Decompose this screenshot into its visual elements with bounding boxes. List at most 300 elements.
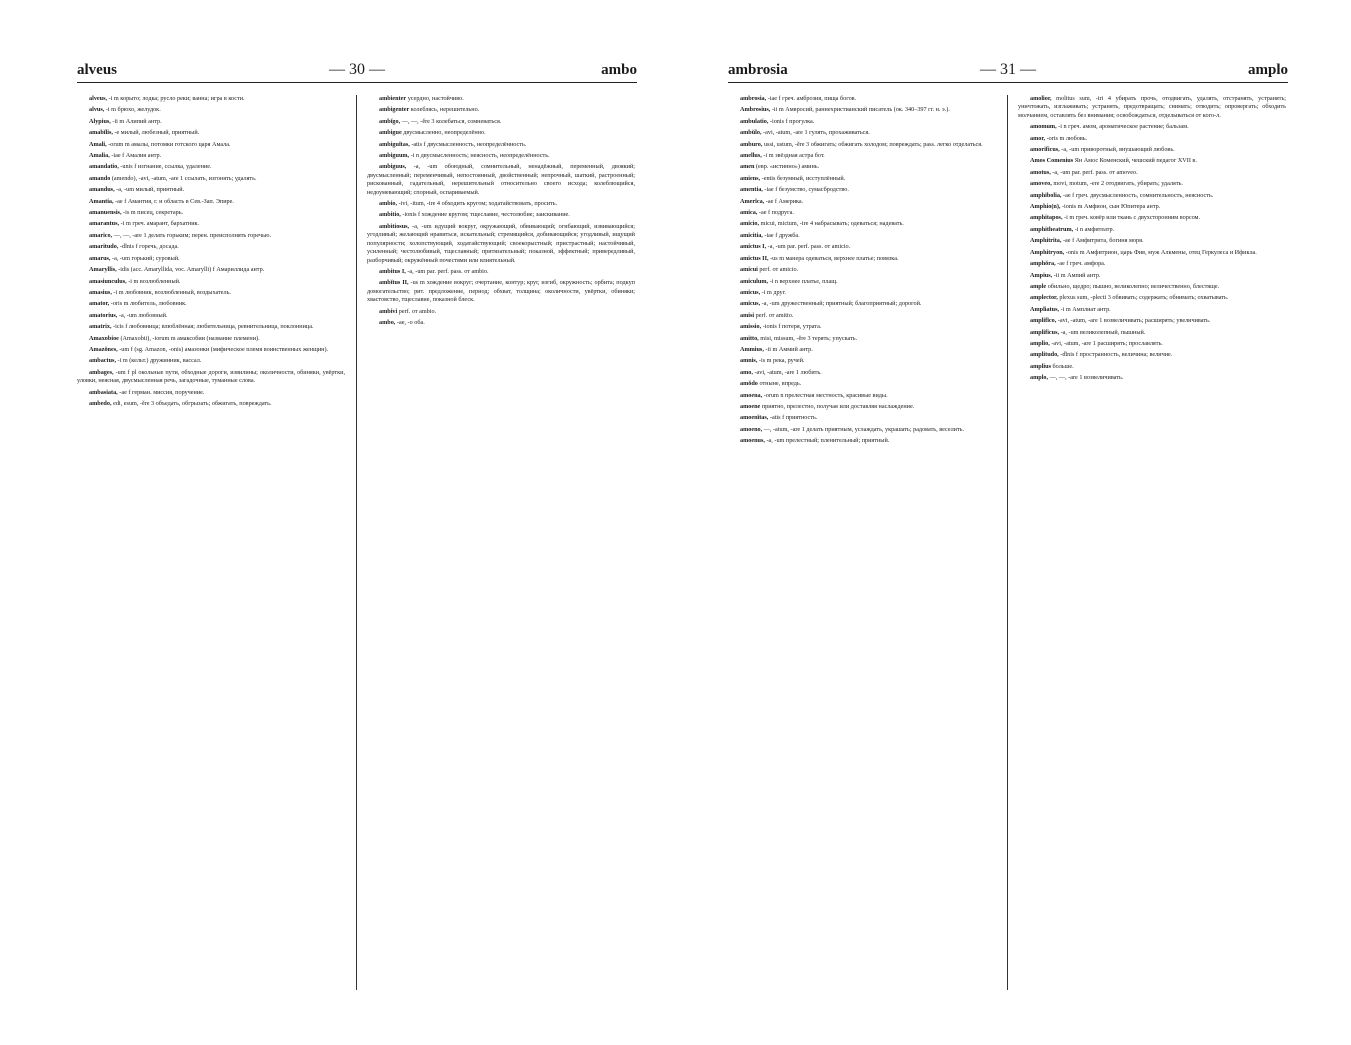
definition: -e милый, любезный, приятный. [112, 129, 200, 137]
dictionary-entry [1018, 203, 1286, 211]
headword: amplificus, [1030, 328, 1060, 336]
headword: ambienter [379, 95, 407, 102]
dictionary-entry [1018, 374, 1286, 382]
dictionary-entry [728, 403, 996, 411]
headword: ambactus, [89, 357, 116, 365]
headword: Ampius, [1030, 271, 1053, 279]
dictionary-entry [77, 209, 345, 217]
dictionary-entry [77, 346, 345, 354]
headword: ambulatio, [740, 117, 769, 125]
headword: amica, [740, 209, 758, 217]
definition: plexus sum, -plecti 3 обвивать; содержать; обнимать; охватывать. [1057, 294, 1229, 302]
headword: amphibolia, [1030, 191, 1062, 199]
definition: -ae f Америка. [764, 197, 804, 205]
definition: -i n амфитеатр. [1073, 225, 1115, 233]
headword: amicui [740, 266, 758, 274]
dictionary-entry [77, 129, 345, 137]
headword: amor, [1030, 134, 1046, 142]
dictionary-entry [1018, 95, 1286, 120]
dictionary-column-right [367, 95, 635, 995]
definition: -i m греч. амарант, бархатник. [119, 220, 200, 228]
headword: amasiunculus, [89, 277, 127, 285]
headword: amissio, [740, 323, 762, 331]
dictionary-entry [1018, 329, 1286, 337]
headword: amicio, [740, 220, 760, 228]
definition: -a, -um любовный. [117, 311, 168, 319]
definition: -icis f любовница; влюблённая; любительница, ревнительница, поклонница. [111, 323, 314, 331]
dictionary-entry [1018, 306, 1286, 314]
page-number: — 31 — [980, 61, 1036, 78]
headword: amictus II, [740, 254, 769, 262]
definition: -i m звёздная астра бот. [761, 152, 825, 160]
headword: Amaryllis, [89, 266, 117, 274]
headword: ambĭgo, [379, 117, 401, 125]
dictionary-entry [728, 414, 996, 422]
headword: Alypius, [89, 117, 111, 125]
dictionary-entry [728, 232, 996, 240]
dictionary-entry [367, 308, 635, 316]
headword: amoenus, [740, 437, 765, 445]
dictionary-entry [1018, 192, 1286, 200]
dictionary-entry [77, 106, 345, 114]
definition: -is m писец, секретарь. [121, 209, 184, 217]
definition: perf. от amitto. [754, 311, 794, 319]
headword: amotus, [1030, 168, 1051, 176]
definition: -ae f подруга. [757, 209, 794, 217]
definition: molitus sum, -iri 4 убирать прочь, отодвигать, удалять, отстранять, устранять; уничтожать, изглаживать; устранять, предотвращать; снимать; отводить; опровергать; обходить молчанием, оставлять без внимания; освобождаться, отделываться от кого-л. [1018, 95, 1286, 119]
definition: -a, -um дружественный; приятный; благоприятный; дорогой. [760, 300, 922, 308]
dictionary-entry [1018, 340, 1286, 348]
definition: -iae f Амалия антр. [109, 152, 162, 160]
headword: ambiguus, [379, 163, 407, 171]
dictionary-entry [77, 357, 345, 365]
headword: ambasiata, [89, 388, 118, 396]
dictionary-entry [728, 278, 996, 286]
headword: alvus, [89, 106, 105, 114]
headword: Amali, [89, 140, 107, 148]
definition: -dĭnis f пространность, величина; величие. [1058, 351, 1173, 359]
headword: Amphitryon, [1030, 248, 1065, 256]
headword: amphitapos, [1030, 214, 1063, 222]
dictionary-entry [728, 357, 996, 365]
headword: ample [1030, 282, 1047, 290]
definition: -idis (acc. Amaryllida, voc. Amarylli) f Амариллида антр. [116, 266, 265, 274]
definition: -avi, -atum, -are 1 любить. [752, 368, 822, 376]
dictionary-entry [728, 163, 996, 171]
dictionary-entry [1018, 237, 1286, 245]
dictionary-entry [728, 152, 996, 160]
definition: —, —, -ĕre 3 колебаться, сомневаться. [400, 117, 502, 125]
column-divider [356, 95, 357, 990]
dictionary-entry [367, 106, 635, 114]
dictionary-entry [728, 255, 996, 263]
dictionary-entry [77, 278, 345, 286]
definition: -a, -um великолепный, пышный. [1059, 328, 1146, 336]
dictionary-entry [728, 300, 996, 308]
headword: Amphitrita, [1030, 237, 1062, 245]
dictionary-entry [728, 426, 996, 434]
headword: Amalia, [89, 152, 110, 160]
headword: amomum, [1030, 123, 1057, 131]
definition: -ae, -o оба. [395, 318, 425, 326]
headword: Ampliatus, [1030, 305, 1060, 313]
headword: ambitio, [379, 211, 401, 219]
dictionary-entry [728, 209, 996, 217]
headword: amphitheatrum, [1030, 225, 1074, 233]
definition: отныне, впредь. [757, 380, 802, 388]
headword: amentia, [740, 186, 763, 194]
dictionary-entry [367, 268, 635, 276]
dictionary-entry [728, 106, 996, 114]
dictionary-entry [367, 129, 635, 137]
dictionary-entry [728, 198, 996, 206]
headword: ambitus I, [379, 267, 406, 275]
headword: amplius [1030, 362, 1051, 370]
dictionary-entry [77, 198, 345, 206]
definition: -entis безумный, исступлённый. [760, 174, 846, 182]
headword: amoeno, [740, 425, 763, 433]
definition: -ionis f прогулка. [768, 117, 815, 125]
headword: ambrosia, [740, 95, 767, 102]
definition: -ae f греч. двусмысленность, сомнительность, неясность. [1061, 191, 1214, 199]
dictionary-entry [1018, 226, 1286, 234]
definition: ussi, ustum, -ĕre 3 обжигать; обжигать холодом; повреждать; pass. легко отделаться. [762, 140, 983, 148]
headword: amiculum, [740, 277, 769, 285]
headword: Amos Comenius [1030, 157, 1074, 165]
definition: movi, motum, -ere 2 отодвигать, убирать; удалять. [1051, 180, 1183, 188]
dictionary-column-right [1018, 95, 1286, 995]
definition: приятно, прелестно, получая или доставляя наслаждение. [760, 402, 915, 410]
headword: Ammius, [740, 345, 764, 353]
headword: amplector, [1030, 294, 1058, 302]
header-right-guide-word: amplo [1247, 62, 1288, 78]
headword: ambo, [379, 318, 396, 326]
dictionary-entry [1018, 135, 1286, 143]
dictionary-entry [1018, 180, 1286, 188]
definition: -iae f греч. амброзия, пища богов. [766, 95, 857, 102]
definition: -ae f Амфитрита, богиня моря. [1061, 237, 1144, 245]
definition: -ii m Аммий антр. [763, 345, 813, 353]
definition: -i m друг. [760, 288, 786, 296]
headword: ambitiosus, [379, 222, 410, 230]
headword: amabĭlis, [89, 129, 113, 137]
dictionary-entry [1018, 169, 1286, 177]
headword: alveus, [89, 95, 108, 102]
definition: -is m река, ручей. [757, 357, 805, 365]
dictionary-entry [728, 266, 996, 274]
headword: amasius, [89, 288, 112, 296]
definition: -ae f греч. амфора. [1055, 260, 1106, 268]
dictionary-entry [728, 346, 996, 354]
headword: amoena, [740, 391, 763, 399]
headword: amphŏra, [1030, 260, 1056, 268]
dictionary-entry [77, 163, 345, 171]
headword: Amazŏnes, [89, 345, 118, 353]
definition: больше. [1050, 362, 1074, 370]
dictionary-entry [77, 141, 345, 149]
dictionary-entry [367, 152, 635, 160]
definition: -iae f дружба. [762, 231, 800, 239]
headword: amisi [740, 311, 755, 319]
running-header [728, 60, 1288, 83]
dictionary-entry [77, 323, 345, 331]
definition: -ae f герман. миссия, поручение. [117, 388, 205, 396]
dictionary-entry [728, 186, 996, 194]
page-number: — 30 — [329, 61, 385, 78]
definition: -i n верхнее платье, плащ. [768, 277, 838, 285]
headword: amicitia, [740, 231, 763, 239]
dictionary-entry [77, 255, 345, 263]
dictionary-column-left [728, 95, 996, 995]
definition: обильно, щедро; пышно, великолепно; величественно, блестяще. [1046, 282, 1220, 290]
definition: —, -atum, -are 1 делать приятным, услаждать, украшать; радовать, веселить. [762, 425, 965, 433]
definition: двусмысленно, неопределённо. [401, 129, 486, 137]
dictionary-entry [1018, 260, 1286, 268]
definition: -a, -um par. perf. pass. от amoveo. [1050, 168, 1138, 176]
definition: -dĭnis f горечь, досада. [118, 243, 179, 251]
headword: amicus, [740, 288, 761, 296]
headword: ambiguum, [379, 152, 410, 160]
dictionary-entry [77, 389, 345, 397]
headword: amplifĭco, [1030, 317, 1057, 325]
headword: amplio, [1030, 339, 1050, 347]
dictionary-entry [1018, 294, 1286, 302]
header-left-guide-word: ambrosia [728, 62, 788, 78]
headword: amoveo, [1030, 180, 1052, 188]
headword: Amaxobioe [89, 334, 119, 342]
definition: -a, -um идущий вокруг, окружающий, обвивающий; огибающий, извивающийся; угодливый; желающий нравиться, искательный; стремящийся, добивающийся; угодливый, ищущий популярности; холопствующий, ходатайствующий; своекорыстный; пристрастный; настойчивый, усиленный; честолюбивый, тщеславный; притязательный; показной, эффектный; привередливый, разборчивый; окружённый почестями или влиятельный. [367, 222, 635, 264]
definition: -orum m амалы, потомки готского царя Амала. [106, 140, 231, 148]
dictionary-entry [728, 118, 996, 126]
definition: -us m манера одеваться, верхнее платье; повязка. [768, 254, 899, 262]
headword: amatorius, [89, 311, 118, 319]
definition: (евр. «истинно») аминь. [754, 163, 820, 171]
headword: amarico, [89, 231, 113, 239]
headword: amandus, [89, 186, 115, 194]
headword: ambivi [379, 307, 398, 315]
definition: -i m греч. ковёр или ткань с двухсторонним ворсом. [1062, 214, 1201, 222]
dictionary-entry [77, 220, 345, 228]
definition: micui, mictum, -ire 4 набрасывать; одеваться; надевать. [759, 220, 904, 228]
definition: -ii m Ампий антр. [1052, 271, 1101, 279]
dictionary-entry [77, 335, 345, 343]
definition: -a, -um милый, приятный. [114, 186, 185, 194]
headword: amoenĭtas, [740, 414, 769, 422]
headword: amŏdo [740, 380, 758, 388]
header-left-guide-word: alveus [77, 62, 118, 78]
definition: (Amaxobii), -iorum m амаксобии (название племени). [118, 334, 260, 342]
definition: -a, -um приворотный, внушающий любовь. [1059, 146, 1175, 154]
dictionary-entry [77, 312, 345, 320]
dictionary-entry [728, 323, 996, 331]
headword: amarus, [89, 254, 111, 262]
dictionary-entry [728, 95, 996, 103]
definition: perf. от ambio. [397, 307, 437, 315]
headword: amplo, [1030, 374, 1049, 382]
definition: -avi, -atum, -are 1 возвеличивать; расширять; увеличивать. [1056, 317, 1211, 325]
dictionary-entry [728, 175, 996, 183]
dictionary-entry [728, 380, 996, 388]
definition: -avi, -atum, -are 1 гулять, прохаживаться. [761, 129, 870, 137]
definition: perf. от amicio. [757, 266, 799, 274]
dictionary-entry [77, 300, 345, 308]
dictionary-entry [728, 289, 996, 297]
dictionary-entry [1018, 123, 1286, 131]
headword: amorificus, [1030, 146, 1060, 154]
headword: amictus I, [740, 243, 767, 251]
headword: amandatio, [89, 163, 119, 171]
dictionary-entry [728, 369, 996, 377]
definition: -atis f двусмысленность, неопределённость. [409, 140, 527, 148]
definition: -i n греч. амом, ароматическое растение; бальзам. [1056, 123, 1189, 131]
definition: -onis m Амфитрион, царь Фив, муж Алкмены, отец Геркулеса и Ификла. [1064, 248, 1257, 256]
dictionary-entry [77, 289, 345, 297]
headword: amoene [740, 402, 761, 410]
dictionary-entry [367, 211, 635, 219]
headword: amanuensis, [89, 209, 122, 217]
headword: amitto, [740, 334, 759, 342]
definition: -avi, -atum, -are 1 расширять; прославлять. [1049, 339, 1163, 347]
headword: amo, [740, 368, 753, 376]
dictionary-entry [367, 223, 635, 265]
dictionary-entry [367, 163, 635, 197]
headword: ambigue [379, 129, 402, 137]
headword: amburo, [740, 140, 763, 148]
definition: —, —, -are 1 возвеличивать. [1048, 374, 1124, 382]
definition: Ян Амос Коменский, чешский педагог XVII в. [1073, 157, 1197, 165]
headword: Amphio(n), [1030, 203, 1061, 211]
headword: ambio, [379, 200, 398, 208]
dictionary-entry [77, 152, 345, 160]
headword: amicus, [740, 300, 761, 308]
dictionary-entry [1018, 283, 1286, 291]
dictionary-entry [367, 319, 635, 327]
dictionary-entry [1018, 351, 1286, 359]
dictionary-entry [728, 129, 996, 137]
dictionary-entry [77, 232, 345, 240]
headword: amator, [89, 300, 110, 308]
dictionary-entry [77, 400, 345, 408]
headword: amaritudo, [89, 243, 119, 251]
headword: ambages, [89, 368, 114, 376]
dictionary-entry [367, 279, 635, 304]
definition: -atis f приятность. [768, 414, 818, 422]
headword: amolior, [1030, 95, 1052, 102]
headword: Amantia, [89, 197, 114, 205]
dictionary-column-left [77, 95, 345, 995]
definition: -orum n прелестная местность, красивые виды. [762, 391, 888, 399]
headword: amnis, [740, 357, 758, 365]
dictionary-entry [728, 243, 996, 251]
definition: -ionis f потеря, утрата. [761, 323, 822, 331]
definition: -iae f безумство, сумасбродство. [762, 186, 849, 194]
definition: -i m Амплиат антр. [1059, 305, 1111, 313]
definition: —, —, -are 1 делать горьким; перен. преисполнять горечью. [112, 231, 272, 239]
definition: -a, -um горький; суровый. [110, 254, 180, 262]
dictionary-entry [728, 392, 996, 400]
dictionary-entry [728, 335, 996, 343]
dictionary-entry [1018, 146, 1286, 154]
headword: Ambrosius, [740, 106, 771, 114]
dictionary-entry [728, 437, 996, 445]
headword: amarantus, [89, 220, 120, 228]
definition: -oris m любитель, любовник. [109, 300, 187, 308]
definition: -i m корыто; лодка; русло реки; ванна; игра в кости. [107, 95, 245, 102]
dictionary-entry [367, 200, 635, 208]
definition: -a, -um прелестный; пленительный; приятный. [764, 437, 890, 445]
definition: misi, missum, -ĕre 3 терять; упускать. [758, 334, 858, 342]
page-31 [728, 0, 1288, 1045]
header-right-guide-word: ambo [601, 62, 637, 78]
headword: amiens, [740, 174, 761, 182]
dictionary-entry [1018, 317, 1286, 325]
definition: -a, -um par. perf. pass. от amicio. [766, 243, 851, 251]
definition: edi, esum, -ĕre 3 объедать, обгрызать; обжигать, повреждать. [111, 399, 272, 407]
dictionary-entry [1018, 157, 1286, 165]
definition: -i n двусмысленность; неясность, неопределённость. [409, 152, 550, 160]
headword: ambedo, [89, 399, 112, 407]
definition: -oris m любовь. [1045, 134, 1088, 142]
definition: -i m возлюбленный. [126, 277, 181, 285]
definition: усердно, настойчиво. [406, 95, 464, 102]
dictionary-entry [77, 186, 345, 194]
definition: -um f (sg. Amazon, -onis) амазонки (мифическое племя воинственных женщин). [117, 345, 329, 353]
dictionary-entry [1018, 363, 1286, 371]
headword: ambigenter [379, 106, 410, 114]
definition: -unis f изгнание, ссылка, удаление. [118, 163, 212, 171]
dictionary-entry [728, 141, 996, 149]
headword: amando [89, 174, 111, 182]
definition: -ivi, -itum, -ire 4 обходить кругом; ходатайствовать, просить. [397, 200, 558, 208]
definition: -ii m Алипий антр. [110, 117, 162, 125]
dictionary-entry [77, 118, 345, 126]
definition: -ionis m Амфион, сын Юпитера антр. [1060, 203, 1161, 211]
dictionary-entry [77, 369, 345, 386]
headword: amellus, [740, 152, 762, 160]
definition: -a, -um par. perf. pass. от ambio. [405, 267, 489, 275]
definition: -ae f Амантия, г. и область в Сев.-Зап. Эпире. [113, 197, 234, 205]
dictionary-entry [1018, 214, 1286, 222]
headword: amen [740, 163, 755, 171]
dictionary-entry [728, 220, 996, 228]
definition: колеблясь, нерешительно. [409, 106, 480, 114]
dictionary-entry [77, 95, 345, 103]
dictionary-entry [1018, 272, 1286, 280]
definition: -um f pl окольные пути, обходные дороги, извилины; околичности, обиняки, увёртки, уловки, неясная, двусмысленная речь, загадочные, туманные слова. [77, 368, 345, 385]
headword: Amerĭca, [740, 197, 765, 205]
dictionary-entry [1018, 249, 1286, 257]
dictionary-entry [77, 175, 345, 183]
running-header [77, 60, 637, 83]
headword: ambŭlo, [740, 129, 762, 137]
definition: -ii m Амвросий, раннехристианский писатель (ок. 340–397 гг. н. э.). [770, 106, 950, 114]
dictionary-entry [728, 312, 996, 320]
dictionary-entry [367, 95, 635, 103]
headword: amplitudo, [1030, 351, 1059, 359]
headword: amatrix, [89, 323, 112, 331]
headword: ambiguĭtas, [379, 140, 410, 148]
definition: -i m любовник, возлюбленный, воздыхатель. [111, 288, 231, 296]
definition: -a, -um обоюдный, сомнительный, ненадёжный, переменный, двоякий; двусмысленный; переменчивый, непостоянный, двойственный; непрочный, шаткий, растроенный; рискованный, гадательный, нерешительный относительно своего исхода; колеблющийся, недоумевающий; спорный, оспариваемый. [367, 163, 635, 196]
definition: (amendo), -avi, -atum, -are 1 ссылать, изгонять; удалять. [110, 174, 257, 182]
definition: -i m (кельт.) дружинник, вассал. [116, 357, 202, 365]
definition: -us m хождение вокруг; очертание, контур; круг, изгиб, окружность; орбита; подкуп домогательство; рит. предложение, период; обхват, толщина; околичности, увёртки, обиняки; хвастовство, тщеславие, показной блеск. [367, 279, 635, 304]
dictionary-entry [367, 118, 635, 126]
headword: ambĭtus II, [379, 279, 409, 287]
dictionary-entry [77, 243, 345, 251]
column-divider [1007, 95, 1008, 990]
dictionary-entry [77, 266, 345, 274]
